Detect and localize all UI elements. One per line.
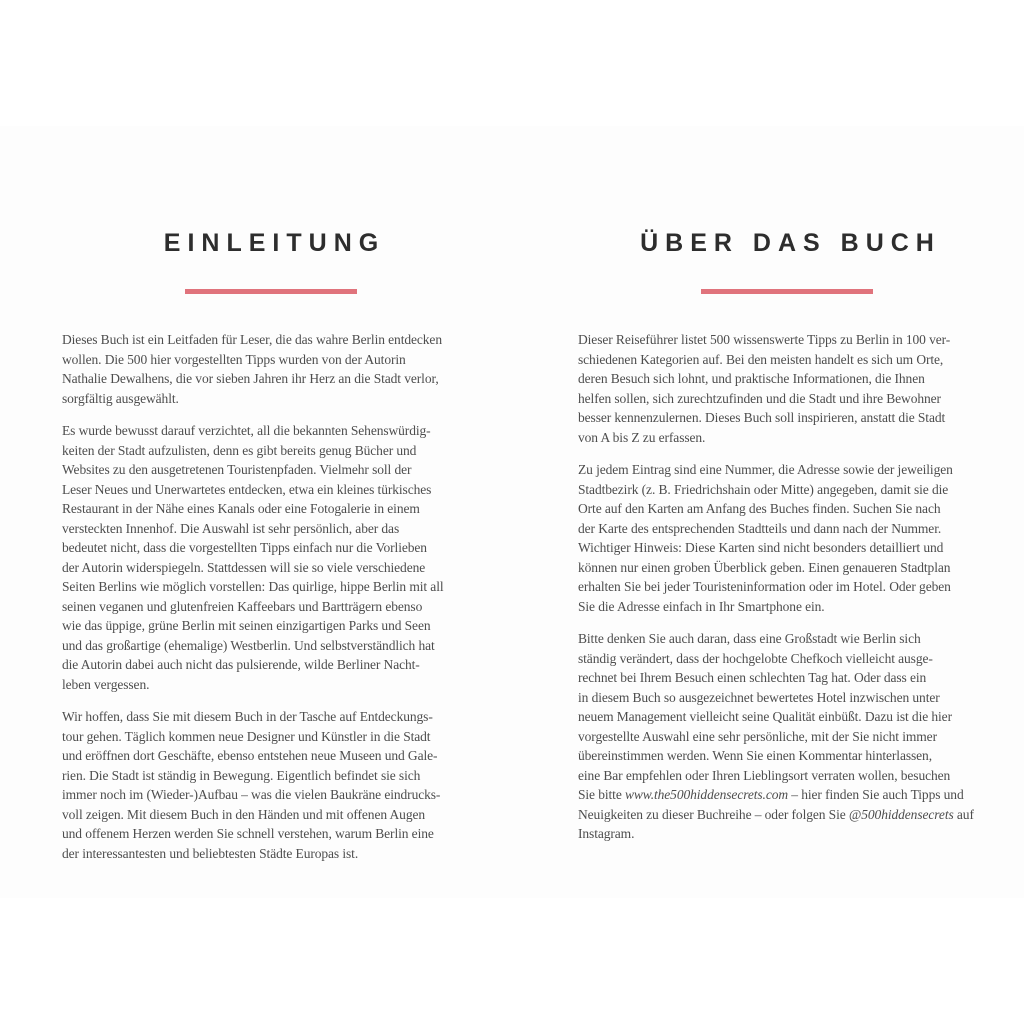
page-body bbox=[62, 330, 480, 863]
paragraph: Dieses Buch ist ein Leitfaden für Leser, die das wahre Berlin entdecken wollen. Die 500 hier vorgestellten Tipps wurden von der Autorin Nathalie Dewalhens, die vor sieben Jahren ihr Herz an die Stadt verlor, sorgfältig ausgewählt. bbox=[62, 332, 442, 406]
title-underline bbox=[185, 289, 357, 294]
paragraph: Wir hoffen, dass Sie mit diesem Buch in der Tasche auf Entdeckungs- tour gehen. Täglich kommen neue Designer und Künstler in die Stadt und eröffnen dort Geschäfte, ebenso entstehen neue Museen und Gale- rien. Die Stadt ist ständig in Bewegung. Eigentlich befindet sie sich immer noch im (Wieder-)Aufbau – was die vielen Baukräne eindrucks- voll zeigen. Mit diesem Buch in den Händen und mit offenen Augen und offenem Herzen werden Sie schnell verstehen, warum Berlin eine der interessantesten und beliebtesten Städte Europas ist. bbox=[62, 709, 441, 861]
page-title: EINLEITUNG bbox=[163, 229, 386, 257]
paragraph: Es wurde bewusst darauf verzichtet, all die bekannten Sehenswürdig- keiten der Stadt aufzulisten, denn es gibt bereits genug Bücher und Websites zu den ausgetretenen Touristenpfaden. Vielmehr soll der Leser Neues und Unerwartetes entdecken, etwa ein kleines türkisches Restaurant in der Nähe eines Kanals oder eine Fotogalerie in einem versteckten Innenhof. Die Auswahl ist sehr persönlich, aber das bedeutet nicht, dass die vorgestellten Tipps einfach nur die Vorlieben der Autorin widerspiegeln. Stattdessen will sie so viele verschiedene Seiten Berlins wie möglich vorstellen: Das quirlige, hippe Berlin mit all seinen veganen und glutenfreien Kaffeebars und Bartträgern ebenso wie das üppige, grüne Berlin mit seinen einzigartigen Parks und Seen und das großartige (ehemalige) Westberlin. Und selbstverständlich hat die Autorin dabei auch nicht das pulsierende, wilde Berliner Nacht- leben vergessen. bbox=[62, 423, 444, 692]
page-einleitung bbox=[62, 228, 480, 863]
page-ueber-das-buch bbox=[578, 228, 996, 844]
page-title: ÜBER DAS BUCH bbox=[640, 229, 941, 257]
book-spread bbox=[0, 126, 1024, 898]
page-body bbox=[578, 330, 996, 844]
paragraph: Bitte denken Sie auch daran, dass eine Großstadt wie Berlin sich ständig verändert, dass der hochgelobte Chefkoch vielleicht ausge- rechnet bei Ihrem Besuch einen schlechten Tag hat. Oder dass ein in diesem Buch so ausgezeichnet bewertetes Hotel inzwischen unter neuem Management vielleicht seine Qualität einbüßt. Dazu ist die hier vorgestellte Auswahl eine sehr persönliche, mit der Sie nicht immer übereinstimmen werden. Wenn Sie einen Kommentar hinterlassen, eine Bar empfehlen oder Ihren Lieblingsort verraten wollen, besuchen Sie bitte www.the500hiddensecrets.com – hier finden Sie auch Tipps und Neuigkeiten zu dieser Buchreihe – oder folgen Sie @500hiddensecrets auf Instagram. bbox=[578, 631, 974, 841]
title-underline bbox=[701, 289, 873, 294]
paragraph: Zu jedem Eintrag sind eine Nummer, die Adresse sowie der jeweiligen Stadtbezirk (z. B. Friedrichshain oder Mitte) angegeben, damit sie die Orte auf den Karten am Anfang des Buches finden. Suchen Sie nach der Karte des entsprechenden Stadtteils und dann nach der Nummer. Wichtiger Hinweis: Diese Karten sind nicht besonders detailliert und können nur einen groben Überblick geben. Einen genaueren Stadtplan erhalten Sie bei jeder Touristeninformation oder im Hotel. Oder geben Sie die Adresse einfach in Ihr Smartphone ein. bbox=[578, 462, 953, 614]
paragraph: Dieser Reiseführer listet 500 wissenswerte Tipps zu Berlin in 100 ver- schiedenen Kategorien auf. Bei den meisten handelt es sich um Orte, deren Besuch sich lohnt, und praktische Informationen, die Ihnen helfen sollen, sich zurechtzufinden und die Stadt und ihre Bewohner besser kennenzulernen. Dieses Buch soll inspirieren, anstatt die Stadt von A bis Z zu erfassen. bbox=[578, 332, 951, 445]
